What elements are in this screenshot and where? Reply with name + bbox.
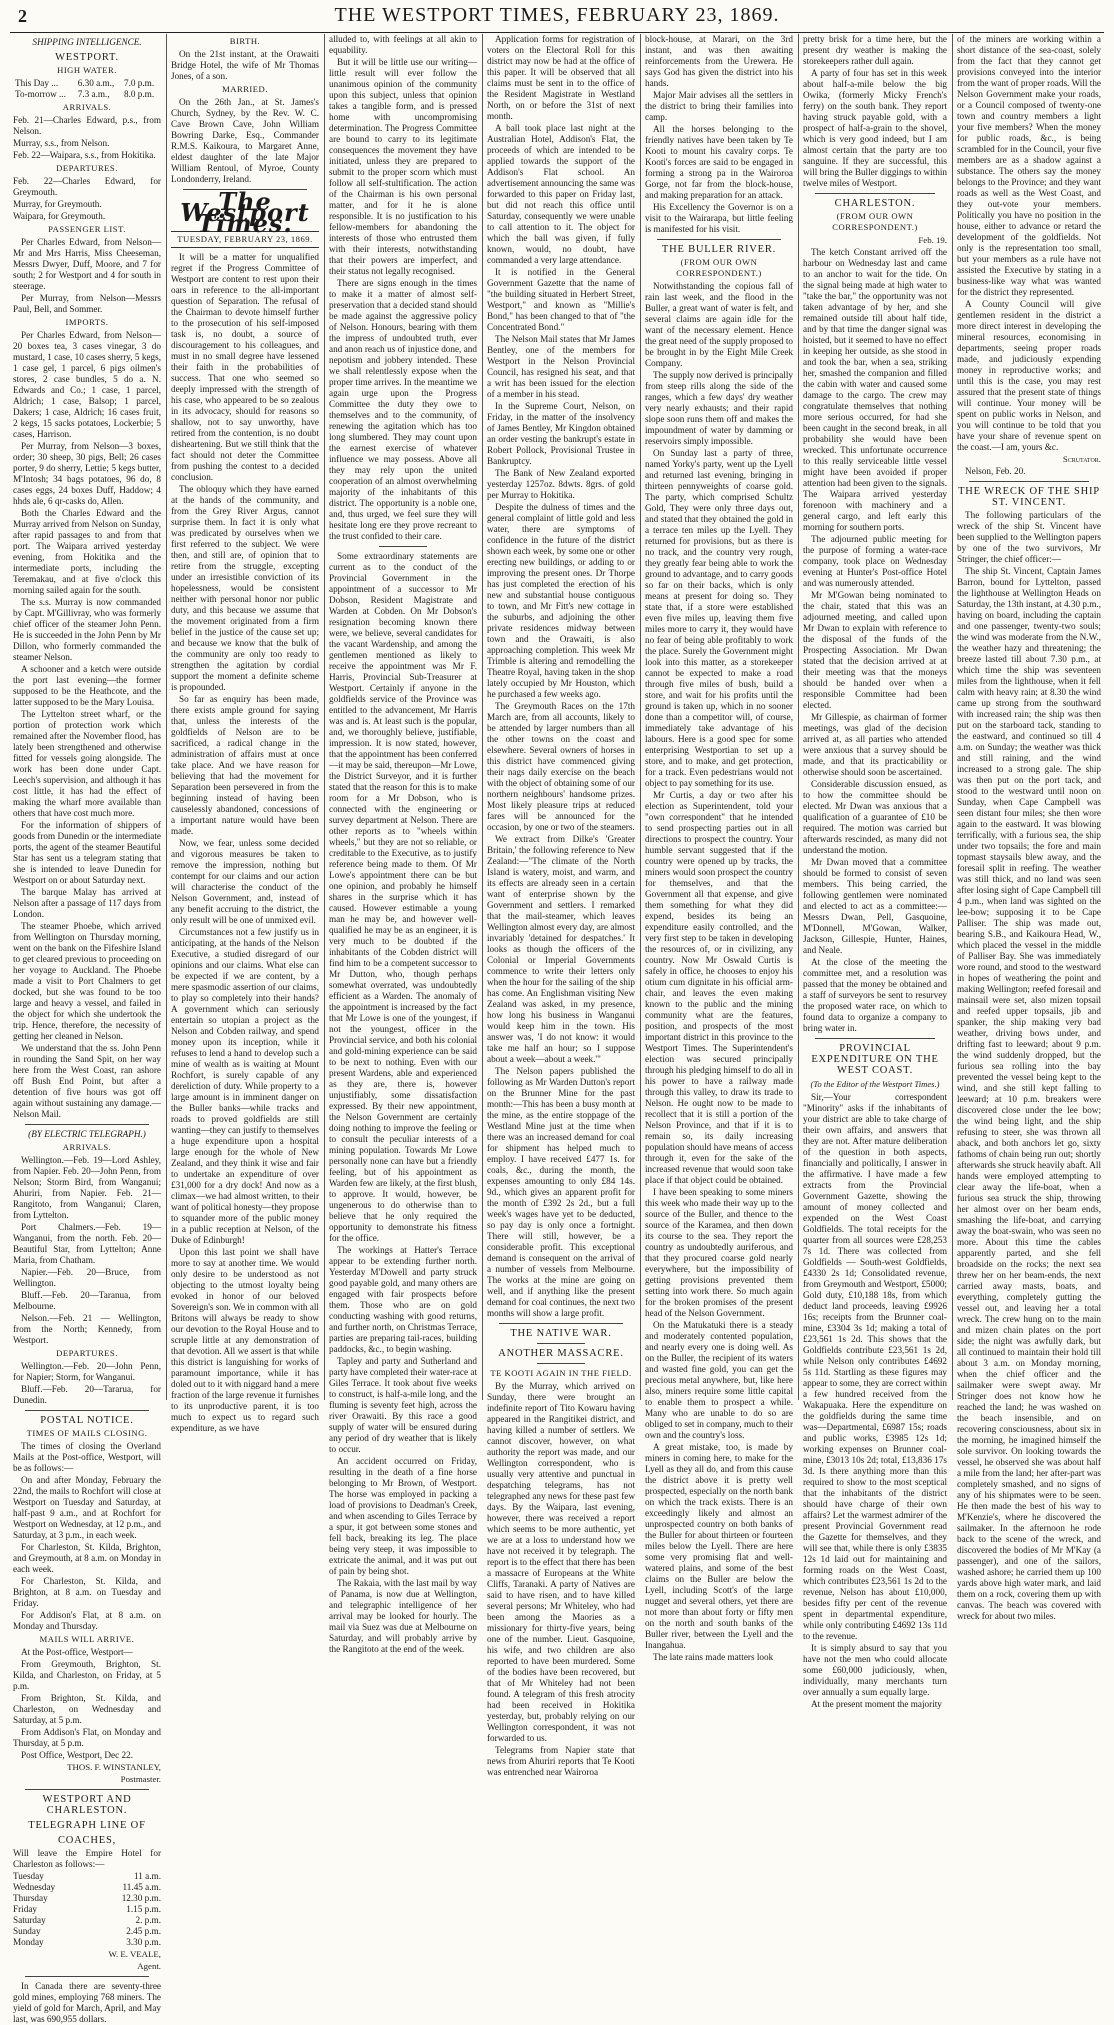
news-paragraph: Tapley and party and Sutherland and party have completed their water-race at Giles Terrace. It took about five weeks to construct, is half-a-mile long, and the fluming is seventy feet high, across the river Orawaiti. By this race a good supply of water will be ensured during any period of dry weather that is likely to occur. [329, 1356, 478, 1454]
wreck-paragraph: The ship St. Vincent, Captain James Barron, bound for Lyttelton, passed the lighthouse at Wellington Heads on Saturday, the 13th instant, at 4.30 p.m., having on board, including the captain and one passenger, twenty-two souls; the wind was moderate from the N.W., the weather hazy and threatening; the breeze lasted till about 7.30 p.m., at which time the ship was seventeen miles from the lighthouse, when it fell calm with heavy rain; at 8.30 the wind came up strong from the southward with increased rain; the ship was then put on the starboard tack, standing to the eastward, and continued so till 4 a.m. on Sunday; the weather was thick and still raining, and the wind increased to a strong gale. The ship was then put on the port tack, and stood to the westward until noon on Sunday, when Cape Campbell was seen distant four miles; she then wore again to the eastward. It was blowing terrifically, with a furious sea, the ship under two topsails; the fore and main topmast staysails blew away, and the foresail split in reefing. The weather was still thick, and no land was seen after losing sight of Cape Campbell till 4 p.m., when land was sighted on the lee-bow; supposing it to be Cape Palliser. The ship was made out, bearing S.B., and Kaikoura Head, W., which placed the vessel in the middle of Palliser Bay. She was immediately wore round, and stood to the westward in hopes of weathering the point and making Wellington; reefed foresail and mainsail were set, also mizen topsail and reefed upper topsails, jib and spanker, the ship making very bad weather, driving bows under, and drifting fast to leeward; about 9 p.m. the wind suddenly dropped, but the furious sea rolling into the bay prevented the vessel being kept to the wind, and she still kept falling to leeward; at 10 p.m. breakers were discovered close under the lee bow; the wind being light, and the ship refusing to steer, she was thrown all aback, and both anchors let go, sixty fathoms of chain being run out; shortly afterwards she struck heavily abaft. All hands were employed attempting to clear away the life-boat, when a furious sea struck the ship, throwing her almost over on her beam ends, smashing the life-boat, and carrying away the boat-swain, who was seen no more. About this time the cables apparently parted, and she fell broadside on the rocks; the next sea threw her on her beam-ends, the next carried away masts, boats, and everything, completely gutting the vessel out, and leaving her a total wreck. The crew hung on to the main and mizen chain plates on the port side; the night was awfully dark, but all continued to maintain their hold till about 3 a.m. on Monday morning, when the chief officer and the sailmaker were swept away. Mr Stringer does not know how he reached the land; he was washed on the beach insensible, and on recovering consciousness, about six in the morning, he imagined himself the sole survivor. On looking towards the vessel, he observed she was about half a mile from the land; her after-part was completely smashed, and no signs of any of his shipmates were to be seen. He then made the best of his way to M'Kenzie's, where he discovered the sailmaker. In the afternoon he rode back to the scene of the wreck, and discovered the bodies of Mr M'Kay (a passenger), and one of the sailors, washed ashore; he carried them up 100 yards above high water mark, and laid them on a rock, covering them up with canvas. The beach was covered with wreck for about two miles. [957, 566, 1101, 1621]
place-westport: WESTPORT. [55, 52, 119, 63]
charleston-paragraph: Mr Gillespie, as chairman of former meetings, was glad of the decision arrived at, as all parties who attended were anxious that a survey should be made, and that its practicability or otherwise should soon be ascertained. [803, 712, 947, 777]
page-number: 2 [18, 6, 27, 26]
tel-arrivals-heading: ARRIVALS. [62, 1142, 112, 1152]
passenger-paragraph: Per Murray, from Nelson—Messrs Paul, Bell, and Sommer. [13, 293, 161, 314]
news-paragraph: The workings at Hatter's Terrace appear to be extending further north. Yesterday M'Dowell and party struck good payable gold, and many others are engaged with fair prospects before them. Those who are on gold conducting washing with good returns, and further north, on Christmas Terrace, parties are preparing tail-races, building paddocks, &c., to begin washing. [329, 1245, 477, 1354]
buller-paragraph: pretty brisk for a time here, but the present dry weather is making the storekeepers rather dull again. [803, 34, 947, 66]
birth-notice: On the 21st instant, at the Orawaiti Bridge Hotel, the wife of Mr Thomas Jones, of a son. [171, 49, 319, 81]
departures-heading: DEPARTURES. [56, 163, 118, 173]
war-paragraph: His Excellency the Governor is on a visit to the Wairarapa, but little feeling is manifested for his visit. [645, 202, 793, 234]
postal-paragraph: On and after Monday, February the 22nd, the mails to Rochfort will close at Westport on Tuesday and Saturday, at half-past 9 a.m., and at Rochfort for Westport on Wednesday, at 12 p.m., and Saturday, at 3 p.m., in each week. [13, 1475, 161, 1540]
coach-timetable [13, 1871, 161, 1948]
coach-time: 2.45 p.m. [126, 1926, 161, 1936]
mails-subheading: MAILS WILL ARRIVE. [39, 1634, 135, 1644]
column-1 [10, 34, 164, 2024]
buller-paragraph: A party of four has set in this week about half-a-mile below the big Owika, (formerly Micky French's ferry) on the south bank. They report having struck payable gold, with a prospect of half-a-grain to the shovel, which is very good indeed, but I am almost certain that the party are too sanguine. If they are successful, this will bring the Buller diggings to within twelve miles of Westport. [803, 68, 947, 188]
table-cell: 6.30 a.m., [77, 78, 115, 88]
arrival-item: Murray, s.s., from Nelson. [13, 138, 110, 148]
divider [25, 1410, 149, 1411]
passenger-paragraph: Per Charles Edward, from Nelson—Mr and Mrs Harris, Miss Cheeseman, Messrs Dwyer, Duff, Moore, and 7 for south; 2 for Westport and 4 for south in steerage. [13, 237, 161, 291]
column-rule [324, 34, 325, 1400]
divider [25, 1789, 149, 1790]
column-rule [166, 34, 167, 1400]
charleston-paragraph: The ketch Constant arrived off the harbour on Wednesday last and came to an anchor to wait for the tide. On the signal being made at high water to "take the bar," the opportunity was not taken advantage of by her, and she remained outside till about half tide, and by that time the danger signal was hoisted, but it seemed to have no effect in keeping her outside, as she stood in and took the bar, when a sea, striking her, smashed the companion and filled the cabin with water and caused some damage to the cargo. The crew may congratulate themselves that nothing more serious occurred, for had she been caught in the second break, in all probability she would have been wrecked. This unfortunate occurrence to this really serviceable little vessel might have been avoided if proper attention had been given to the signals. The Waipara arrived yesterday forenoon with machinery and a general cargo, and left early this morning for southern ports. [803, 247, 947, 532]
table-row [13, 1871, 161, 1882]
postal-paragraph: For Charleston, St. Kilda, and Brighton, at 8 a.m. on Tuesday and Friday. [13, 1576, 161, 1608]
divider [969, 481, 1089, 482]
war-paragraph: block-house, at Marari, on the 3rd instant, and was then awaiting reinforcements from the Urewera. He says God has given the district into his hands. [645, 34, 793, 88]
news-paragraph: The Lyttelton street wharf, or the portion of protection work which remained after the November flood, has lately been strengthened and otherwise fitted for vessels going alongside. The work has been done under Capt. Leech's supervision, and although it has cost little, it has had the effect of making the wharf more available than others that have cost much more. [13, 709, 161, 818]
divider [25, 1124, 149, 1125]
departure-item: Murray, for Greymouth. [13, 199, 102, 209]
news-paragraph: A schooner and a ketch were outside the port last evening—the former supposed to be the Heathcote, and the latter supposed to be the Mary Louisa. [13, 664, 161, 707]
news-paragraph: We understand that the ss. John Penn in rounding the Sand Spit, on her way here from the West Coast, ran ashore off Bush End Point, but after a detention of five hours was got off again without sustaining any damage.—Nelson Mail. [13, 1043, 161, 1119]
telegraph-heading: (BY ELECTRIC TELEGRAPH.) [28, 1129, 146, 1139]
charleston-date: Feb. 19. [918, 235, 947, 245]
coach-intro: Will leave the Empire Hotel for Charleston as follows:— [13, 1848, 161, 1869]
news-paragraph: For the information of shippers of goods from Dunedin or the intermediate ports, the agent of the steamer Beautiful Star has sent us a telegram stating that she is intended to leave Dunedin for Westport on or about Saturday next. [13, 820, 161, 885]
charleston-paragraph: Mr M'Gowan being nominated to the chair, stated that this was an adjourned meeting, and called upon Mr Dwan to explain with reference to the disposal of the funds of the Prospecting Association. Mr Dwan stated that the decision arrived at at their meeting was that the moneys should be handed over when a responsible Committee had been elected. [803, 590, 947, 710]
married-notice: On the 26th Jan., at St. James's Church, Sydney, by the Rev. W. C. Cave Brown Cave, John William Bowring Darke, Esq., Commander R.M.S. Kaikoura, to Margaret Anne, eldest daughter of the late Major William Rentoul, of Myroe, County Londonderry, Ireland. [171, 97, 319, 184]
coach-day: Wednesday [13, 1882, 56, 1892]
table-cell: To-morrow ... [15, 89, 66, 99]
divider [537, 1343, 585, 1344]
table-row [13, 1904, 161, 1915]
coach-day: Tuesday [13, 1871, 44, 1881]
coach-day: Sunday [13, 1926, 41, 1936]
provincial-subheading: (To the Editor of the Westport Times.) [810, 1079, 940, 1089]
divider [537, 1363, 585, 1364]
te-kooti-heading: TE KOOTI AGAIN IN THE FIELD. [490, 1368, 632, 1378]
news-paragraph: Some extraordinary statements are current as to the conduct of the Provincial Government in the appointment of a successor to Mr Dobson, Resident Magistrate and Warden at Cobden. On Mr Dobson's resignation becoming known there were, we believe, several candidates for the vacant Wardenship, and among the gentlemen mentioned as likely to receive the appointment was Mr F. Harris, Provincial Sub-Treasurer at Westport. Certainly if anyone in the goldfields service of the Province was entitled to the advancement, Mr Harris was and is. At least such is the popular, and, we thoroughly believe, justifiable, impression. It is now stated, however, that the appointment has been conferred—it may be said, thereupon—Mr Lowe, the District Surveyor, and it is further stated that the reason for this is to make room for a Mr Dobson, who is connected with the engineering or survey department at Nelson. There are other reports as to "wheels within wheels," but they are not so reliable, or creditable to the Executive, as to justify reference being made to them. Of Mr Lowe's appointment there can be but one opinion, and probably he himself shares in the surprise which it has caused. However estimable a young man he may be, and however well-qualified he may be as an engineer, it is very much to be doubted if the inhabitants of the Cobden district will find him to be a competent successor to Mr Dutton, who, though perhaps somewhat overrated, was undoubtedly efficient as a Warden. The anomaly of the appointment is increased by the fact that Mr Lowe is one of the youngest, if not the youngest, officer in the Provincial service, and both his colonial and gold-mining experience can be said to be next to nothing. Even with our present Wardens, able and experienced as they are, there is, however unjustifiably, some dissatisfaction expressed. By their new appointment, the Nelson Government are certainly doing nothing to improve the feeling or to consult the peculiar interests of a mining population. Towards Mr Lowe personally none can have but a friendly feeling, but of his appointment as Warden few are likely, at the first blush, to approve. It would, however, be ungenerous to do otherwise than to believe that he only required the opportunity to demonstrate his fitness for the office. [329, 551, 477, 1243]
column-5 [642, 34, 796, 1662]
divider [499, 1323, 623, 1324]
news-paragraph: The barque Malay has arrived at Nelson after a passage of 117 days from London. [13, 887, 161, 919]
mails-paragraph: From Addison's Flat, on Monday and Thursday, at 5 p.m. [13, 1727, 161, 1748]
table-row [13, 78, 161, 89]
coach-time: 2. p.m. [135, 1915, 161, 1925]
imports-heading: IMPORTS. [65, 317, 109, 327]
news-paragraph: The steamer Phoebe, which arrived from Wellington on Thursday morning, went on the bank on the Fifeshire Island to get cleared previous to proceeding on her voyage to Auckland. The Phoebe made a visit to Port Chalmers to get docked, but she was found to be too large and heavy a vessel, and failed in the object for which she undertook the trip. Hence, therefore, the necessity of getting her cleaned in Nelson. [13, 921, 161, 1041]
coach-time: 11 a.m. [134, 1871, 161, 1881]
footer-paragraph: In Canada there are seventy-three gold mines, employing 768 miners. The yield of gold for March, April, and May last, was 690,955 dollars. [13, 1981, 161, 2024]
postal-paragraph: The times of closing the Overland Mails at the Post-office, Westport, will be as follows:— [13, 1441, 161, 1473]
mails-paragraph: At the Post-office, Westport— [21, 1647, 133, 1657]
wreck-paragraph: The following particulars of the wreck of the ship St. Vincent have been supplied to the Wellington papers by one of the two survivors, Mr Stringer, the chief officer:— [957, 510, 1101, 564]
tel-arrival-item: Wellington.—Feb. 19—Lord Ashley, from Napier. Feb. 20—John Penn, from Nelson; Storm Bird, from Wanganui; Ahuriri, from Napier. Feb. 21—Rangitoto, from Wanganui; Claren, from Lyttelton. [13, 1155, 161, 1220]
column-4 [484, 34, 638, 1777]
postal-paragraph: For Addison's Flat, at 8 a.m. on Monday and Thursday. [13, 1610, 161, 1631]
table-row [13, 1893, 161, 1904]
high-water-table [13, 78, 161, 100]
divider [379, 546, 427, 547]
coach-subtitle: TELEGRAPH LINE OF [28, 1820, 146, 1831]
departure-item: Feb. 22—Charles Edward, for Greymouth. [13, 176, 161, 197]
column-6 [800, 34, 950, 1709]
buller-paragraph: The supply now derived is principally from steep rills along the side of the ranges, which a few days' dry weather very nearly exhausts; and their rapid slope soon runs them off and makes the impoundment of water by damming or reservoirs simply impossible. [645, 370, 793, 446]
tel-arrival-item: Nelson.—Feb. 21 — Wellington, from the North; Kennedy, from Westport. [13, 1313, 161, 1345]
charleston-paragraph: At the close of the meeting the committee met, and a resolution was passed that the money be obtained and a staff of surveyors be sent to resurvey the proposed water race, on which to found data to organize a company to bring water in. [803, 957, 947, 1033]
divider [657, 239, 781, 240]
column-3 [326, 34, 480, 1654]
provincial-paragraph: of the miners are working within a short distance of the sea-coast, solely from the fact that they cannot get provisions conveyed into the interior from the want of proper roads. Will the Nelson Government make your roads, or a Council composed of twenty-one town and country members a light your five members? When the money for public roads, &c., is being scrambled for in the Council, your five members are as a shadow against a substance. The others say the money belongs to the Province; and they want roads as well as the West Coast, and they out-vote your members. Politically you have no position in the house, either to advance or retard the development of the goldfields. Not only is the representation too small, but your members as a rule have not assisted the Executive by stating in a business-like way what was wanted for the district they represented. [957, 34, 1101, 297]
mails-paragraph: Post Office, Westport, Dec 22. [21, 1750, 133, 1760]
editorial-paragraph: But it will be little use our writing—little result will ever follow the unanimous opinion of the community upon this subject, unless that opinion takes a tangible form, and is pressed home with uncompromising determination. The Progress Committee are bound to carry to its legitimate consequences the movement they have initiated, unless they are prepared to submit to the proper scorn which must follow all self-stultification. The action of the Chairman is his own personal matter, and for it he is alone responsible. It is no justification to his fellow-members for abandoning the interests of those who entrusted them with their interests, notwithstanding that their powers are imperfect, and their status not legally recognised. [329, 57, 477, 276]
paper-name: The Westport Times. [180, 187, 310, 238]
table-cell: This Day ... [15, 78, 59, 88]
charleston-paragraph: Considerable discussion ensued, as to how the committee should be elected. Mr Dwan was anxious that a qualification of a guarantee of £10 be required. The motion was carried but afterwards rescinded, as many did not understand the motion. [803, 779, 947, 855]
coach-subtitle-2: COACHES, [57, 1835, 117, 1846]
coach-time: 11.45 a.m. [122, 1882, 161, 1892]
news-paragraph: Application forms for registration of voters on the Electoral Roll for this district may now be had at the office of this paper. It will be observed that all claims must be sent in to the office of the Resident Magistrate in Westland North, on or before the 31st of next month. [487, 34, 635, 121]
buller-paragraph: The late rains made matters look [653, 1652, 774, 1662]
buller-paragraph: On the Matukatuki there is a steady and moderately contented population, and nearly every one is doing well. As on the Buller, the recipient of its waters and wasted fine gold, you can get the precious metal anywhere, but, like here also, miners require some little capital to enable them to prospect a while. Many who are unable to do so are obliged to set in company, much to their own and the country's loss. [645, 1320, 793, 1440]
provincial-paragraph: It is simply absurd to say that you have not the men who could allocate some £60,000 judiciously, when, individually, many merchants turn over annually a sum equally large. [803, 1643, 947, 1697]
editorial-paragraph: Upon this last point we shall have more to say at another time. We would only desire to be understood as not objecting to the utmost loyalty being evoked in honor of our beloved Sovereign's son. We in common with all Britons will always be ready to show our devotion to the Royal House and to scruple little at any demonstration of that devotion. All we assert is that while this district is languishing for works of paramount importance, while it has doled out to it with niggard hand a mere fraction of the large revenue it furnishes to its unproductive parent, it is too much to expect us to regard such expenditure, as we have [171, 1247, 319, 1433]
table-row [13, 1915, 161, 1926]
news-paragraph: A ball took place last night at the Australian Hotel, Addison's Flat, the proceeds of which are intended to be applied towards the support of the Addison's Flat school. An advertisement announcing the same was forwarded to this paper on Friday last, but did not reach this office until Saturday, consequently we were unable to call attention to it. The object for which the ball was given, if fully known, would, no doubt, have commanded a very large attendance. [487, 123, 635, 265]
tel-arrival-item: Port Chalmers.—Feb. 19—Wanganui, from the north. Feb. 20—Beautiful Star, from Lyttelton; Anne Maria, from Chatham. [13, 1222, 161, 1265]
wreck-heading: THE WRECK OF THE SHIP ST. VINCENT. [958, 486, 1100, 508]
news-paragraph: Both the Charles Edward and the Murray arrived from Nelson on Sunday, after rapid passages to and from that port. The Waipara arrived yesterday evening, from Hokitika and the intermediate ports, including the Teremakau, and at five o'clock this morning sailed again for the south. [13, 508, 161, 595]
postal-signature-title: Postmaster. [120, 1774, 161, 1784]
letter-signature: Scrutator. [1062, 454, 1101, 464]
buller-paragraph: A great mistake, too, is made by miners in coming here, to make for the Lyell as they all do, and from this cause the district above it is pretty well prospected, especially on the north bank on which the track exists. There is an exceedingly likely and almost an unprospected country on both banks of the Buller for about thirteen or fourteen miles below the Lyell. There are here some very promising flat and well-watered plains, and some of the best claims on the Buller are below the Lyell, including Scott's of the large nugget and several others, yet there are not more than about forty or fifty men on the north and south banks of the Buller river, between the Lyell and the Inangahua. [645, 1442, 793, 1650]
news-paragraph: In the Supreme Court, Nelson, on Friday, in the matter of the insolvency of James Bentley, Mr Kingdon obtained an order vesting the bankrupt's estate in Robert Pollock, Provisional Trustee in Bankruptcy. [487, 401, 635, 466]
arrival-item: Feb. 22—Waipara, s.s., from Hokitika. [13, 150, 156, 160]
coach-day: Saturday [13, 1915, 46, 1925]
postal-notice-heading: POSTAL NOTICE. [40, 1415, 134, 1426]
arrival-item: Feb. 21—Charles Edward, p.s., from Nelson. [13, 115, 161, 136]
news-paragraph: We extract from Dilke's 'Greater Britain,' the following reference to New Zealand:—"The climate of the North Island is watery, moist, and warm, and its effects are already seen in a certain want of enterprise shown by the Government and settlers. I remarked that the mail-steamer, which leaves Wellington almost every day, are almost invariably 'detained for despatches.' It looks as though the officers of the Colonial or Imperial Governments commence to write their letters only when the hour for the sailing of the ship has come. An Englishman visiting New Zealand was asked, in my presence, how long his business in Wanganui would keep him in the town. His answer was, 'I do not know: it would take me half an hour; so I suppose about a week—about a week.'" [487, 834, 635, 1064]
charleston-correspondent: (FROM OUR OWN CORRESPONDENT.) [832, 211, 918, 232]
divider [815, 1038, 935, 1039]
departure-item: Waipara, for Greymouth. [13, 211, 106, 221]
coach-day: Thursday [13, 1893, 48, 1903]
buller-river-heading: THE BULLER RIVER. [661, 244, 777, 255]
tel-arrival-item: Bluff.—Feb. 20—Taranua, from Melbourne. [13, 1290, 161, 1311]
tel-arrival-item: Napier.—Feb. 20—Bruce, from Wellington. [13, 1267, 161, 1288]
divider [815, 193, 935, 194]
table-cell: 7.3 a.m., [77, 89, 110, 99]
table-row [13, 1926, 161, 1937]
table-row [13, 1882, 161, 1893]
coach-time: 1.15 p.m. [126, 1904, 161, 1914]
tel-departure-item: Bluff.—Feb. 20—Tararua, for Dunedin. [13, 1384, 161, 1405]
tel-departure-item: Wellington.—Feb. 20—John Penn, for Napier; Storm, for Wanganui. [13, 1361, 161, 1382]
letter-place-date: Nelson, Feb. 20. [965, 466, 1026, 476]
massacre-heading: ANOTHER MASSACRE. [498, 1348, 624, 1359]
news-paragraph: Despite the dulness of times and the general complaint of little gold and less water, there are symptoms of confidence in the future of the district shown each week, by some one or other erecting new buildings, or adding to or improving the present ones. Dr Thorpe has just completed the erection of his new and substantial house contiguous to town, and Mr Fitt's new cottage in the suburbs, and adjoining the other private residences midway between town and the Orawaiti, is also approaching completion. This week Mr Trimble is altering and remodelling the Theatre Royal, having taken in the shop lately occupied by Mr Houston, which he purchased a few weeks ago. [487, 502, 635, 699]
war-paragraph: All the horses belonging to the friendly natives have been taken by Te Kooti to mount his cavalry corps. Te Kooti's forces are said to be engaged in forming a strong pa in the Wairoroa Gorge, not far from the block-house, and making preparation for an attack. [645, 124, 793, 200]
editorial-paragraph: There are signs enough in the times to make it a matter of almost self-preservation that a decided stand should be made against the aggressive policy of Nelson. Honours, bearing with them the impress of undoubted truth, ever and anon reach us of injustice done, and nepotism and jobbery intended. These we shall relentlessly expose when the proper time arrives. In the meantime we again urge upon the Progress Committee the duty they owe to themselves and to the community, of renewing the agitation which has too long slumbered. They may count upon the earnest exercise of whatever influence we may possess. Above all they may rely upon the united cooperation of an almost overwhelming majority of the inhabitants of this district. The opportunity is a noble one, and, thus urged, we feel sure they will hesitate long ere they prove recreant to the trust confided to their care. [329, 278, 477, 541]
war-paragraph: Major Mair advises all the settlers in the district to bring their families into camp. [645, 90, 793, 122]
coach-signature: W. E. VEALE, [108, 1949, 161, 1959]
postal-subheading: TIMES OF MAILS CLOSING. [26, 1428, 148, 1438]
column-rule [640, 34, 641, 1400]
column-rule [482, 34, 483, 1400]
news-paragraph: The Rakaia, with the last mail by way of Panama, is now due at Wellington, and telegraphic intelligence of her arrival may be looked for hourly. The mail via Suez was due at Melbourne on Saturday, and will probably arrive by the Rangitoto at the end of the week. [329, 1578, 477, 1654]
coach-time: 12.30 p.m. [121, 1893, 161, 1903]
buller-paragraph: On Sunday last a party of three, named Yorky's party, went up the Lyell and returned last evening, bringing in thirteen pennyweights of coarse gold. The party, which comprised Schultz Gold, They were only three days out, and stated that they obtained the gold in a terrace ten miles up the Lyell. They returned for provisions, but as there is no track, and the country very rough, they greatly fear being able to work the ground to advantage, and to carry goods so far on their backs, which is only means at present for doing so. They state that, if a store were established even five miles up, leaving them five miles more to carry it, they would have no fear of being able profitably to work the place. Surely the Government might look into this matter, as a storekeeper cannot be expected to make a road through five miles of bush, build a store, and wait for his profits until the ground is taken up, which in no sooner done than a competitor will, of course, immediately take advantage of his labours. Here is a good spec for some enterprising Westportian to set up a store, and to make, and get protection, for a track. Even pedestrians would not object to pay something for its use. [645, 448, 793, 788]
editorial-dateline: TUESDAY, FEBRUARY 23, 1869. [171, 231, 319, 248]
buller-paragraph: I have been speaking to some miners this week who made their way up to the source of the Buller, and thence to the source of the Karamea, and then down its course to the sea. They report the country as undoubtedly auriferous, and that they procured coarse gold nearly everywhere, but the impossibility of getting provisions prevented them setting into work there. So much again for the broken promises of the present head of the Nelson Government. [645, 1187, 793, 1318]
buller-paragraph: Mr Curtis, a day or two after his election as Superintendent, told your "own correspondent" that he intended to send prospecting parties out in all directions to prospect the country. Your humble servant suggested that if the country were opened up by tracks, the miners would soon prospect the country for themselves, and that the Government all that expense, and give them something for what they did expend, besides its being an expenditure easily controlled, and the very first step to be taken in developing the resources of, or in civilizing, any country. Now Mr Oswald Curtis is safely in office, he chooses to enjoy his otium cum dignitate in his official arm-chair, and leaves the even making known to the public and the mining community what are the features, position, and prospects of the most important district in this province to the Westport Times. The Superintendent's election was secured principally through his pledging himself to do all in his power to have a railway made through this valley, to draw its trade to Nelson. He ought now to be made to recollect that it is still a portion of the Nelson Province, and that if it is to remain so, its daily increasing population should have means of access through it, even for the sake of the increased revenue that would soon take place if that object could be obtained. [645, 790, 793, 1185]
provincial-heading: PROVINCIAL EXPENDITURE ON THE WEST COAST. [811, 1043, 939, 1076]
editorial-paragraph: Now, we fear, unless some decided and vigorous measures be taken to remove the impression, nothing but contempt for our claims and our action will characterise the conduct of the Nelson Government, and, instead of any benefit accruing to the district, the only result will be one of unmixed evil. [171, 838, 319, 925]
column-rule [952, 34, 953, 1400]
arrivals-heading: ARRIVALS. [62, 102, 112, 112]
charleston-heading: CHARLESTON. [834, 198, 916, 209]
editorial-paragraph: It will be a matter for unqualified regret if the Progress Committee of Westport are content to rest upon their oars in reference to the all-important question of Separation. The refusal of the Chairman to devote himself further to the prosecution of his self-imposed task is, no doubt, a source of discouragement to his colleagues, and must in no small degree have lessened their faith in the probabilities of success. That one who seemed so deeply impressed with the strength of his case, who appeared to be so zealous in its advocacy, should for reasons so shallow, not to say unworthy, have retired from the contention, is no doubt disheartening. But we still think that the fact should not deter the Committee from pushing the contest to a decided conclusion. [171, 252, 319, 482]
charleston-paragraph: The adjourned public meeting for the purpose of forming a water-race company, took place on Wednesday evening at Hunter's Post-office Hotel and was numerously attended. [803, 534, 947, 588]
table-cell: 7.0 p.m. [124, 78, 155, 88]
mails-paragraph: From Greymouth, Brighton, St. Kilda, and Charleston, on Friday, at 5 p.m. [13, 1659, 161, 1691]
divider [25, 1976, 149, 1977]
war-paragraph: Telegrams from Napier state that news from Ahuriri reports that Te Kooti was entrenched near Wairoroa [487, 1745, 635, 1777]
postal-paragraph: For Charleston, St. Kilda, Brighton, and Greymouth, at 8 a.m. on Monday in each week. [13, 1542, 161, 1574]
news-paragraph: An accident occurred on Friday, resulting in the death of a fine horse belonging to Mr Brown, of Westport. The horse was employed in packing a load of provisions to Deadman's Creek, and when ascending to Giles Terrace by a spur, it got between some stones and fell back, breaking its leg. The place being very steep, it was impossible to extricate the animal, and it was put out of pain by being shot. [329, 1456, 477, 1576]
high-water-heading: HIGH WATER. [57, 65, 117, 75]
buller-correspondent: (FROM OUR OWN CORRESPONDENT.) [676, 257, 762, 278]
editorial-paragraph: alluded to, with feelings at all akin to equability. [329, 34, 477, 55]
editorial-paragraph: The obloquy which they have earned at the hands of the community, and from the Grey River Argus, cannot surprise them. In fact it is only what was predicated by ourselves when we first referred to the subject. We were then, and still are, of opinion that to retire from the struggle, excepting under an irresistible conviction of its hopelessness, would be consistent neither with personal honor nor public duty, and this because we assume that the movement originated from a firm belief in the justice of the cause set up; and because we know that the bulk of the community are only too ready to strengthen the agitation by cordial support the moment a definite scheme is propounded. [171, 484, 319, 692]
provincial-paragraph: Sir,—Your correspondent "Minority" asks if the inhabitants of your district are able to take charge of their own affairs, and answers that they are not. After mature deliberation of the question in both aspects, financially and politically, I answer in the affirmative. I have made a few extracts from the Provincial Government Gazette, showing the amount of money collected and expended on the West Coast Goldfields. The total receipts for the quarter from all sources were £28,253 7s 1d. There was collected from Goldfields — South-west Goldfields, £4330 2s 1d; Consolidated revenue, from Greymouth and Westport, £5000; Gold duty, £10,188 18s, from which deduct land proceeds, leaving £9926 16s; receipts from the Brunner coal-mine, £3304 3s 1d; making a total of £23,561 1s 2d. This shows that the Goldfields contribute £23,561 1s 2d, while Nelson only contributes £4692 5s 11d. Startling as these figures may appear to some, they are correct within a few hundred received from the Wakapuaka. Here the expenditure on the goldfields during the same time was—Departmental, £6987 15s; roads and public works, £3985 12s 1d; working expenses on Brunner coal-mine, £3013 10s 2d; total, £13,836 17s 3d. Is there anything more than this required to show to the most sceptical that the inhabitants of the district should have charge of their own affairs? Let the warmest admirer of the present Provincial Government read the Gazette for themselves, and they will see that, while there is only £3835 12s 1d laid out for maintaining and forming roads on the West Coast, which contributes £23,561 1s 2d to the revenue, Nelson has about £10,000, besides fifty per cent of the revenue spent in departmental expenditure, while only contributing £4692 13s 11d to the revenue. [803, 1092, 947, 1641]
editorial-paragraph: Circumstances not a few justify us in anticipating, at the hands of the Nelson Executive, a studied disregard of our opinions and our claims. What else can be expected if we are content, by a mere spasmodic assertion of our claims, to play so completely into their hands? A government which can seriously entertain so utopian a project as the Nelson and Cobden railway, and spend money upon its inception, while it refuses to lend a hand to develop such a mine of wealth as is waiting at Mount Rochfort, is surely capable of any dereliction of duty. While property to a large amount is in imminent danger on the Buller banks—while tracks and roads to proved goldfields are still wanting—they can justify to themselves a huge expenditure upon a hospital large enough for the whole of New Zealand, and they think it wise and fair to undertake an expenditure of over £31,000 for a dry dock! And now as a climax—we had almost written, to their want of political honesty—they propose to squander more of the public money in a public reception at Nelson, of the Duke of Edinburgh! [171, 927, 319, 1245]
column-rule [798, 34, 799, 1400]
masthead [10, 2, 1104, 33]
imports-paragraph: Per Murray, from Nelson—3 boxes, order; 30 sheep, 30 pigs, Bell; 26 cases porter, 9 do sherry, Lettie; 5 kegs butter, M'Intosh; 34 bags potatoes, 96 do, 8 cases eggs, 24 boxes Duff, Haddow; 4 hhds ale, 6 qr-casks do, Allen. [13, 441, 161, 506]
masthead-title: THE WESTPORT TIMES, FEBRUARY 23, 1869. [334, 4, 780, 26]
buller-paragraph: Notwithstanding the copious fall of rain last week, and the flood in the Buller, a great want of water is felt, and several claims are again idle for the want of the necessary element. Hence the great need of the supply proposed to be brought in by the Eight Mile Creek Company. [645, 281, 793, 368]
war-paragraph: By the Murray, which arrived on Sunday, there were brought an indefinite report of Tito Kowaru having appeared in the Rangitikei district, and having killed a number of settlers. We cannot discover, however, on what authority the report was made, and our Wellington correspondent, who is usually very attentive and punctual in despatching telegrams, has not telegraphed any news for these past few days. By the Waipara, last evening, however, there was received a report which seems to be more authentic, yet we are at a loss to understand how we have not received it by telegraph. The report is to the effect that there has been a massacre of Europeans at the White Cliffs, Taranaki. A party of Natives are said to have risen, and to have killed several persons; Mr Whiteley, who had been among the Maories as a missionary for thirty-five years, being one of the number. Lieut. Gasquoine, his wife, and two children are also reported to have been murdered. Some of the bodies have been recovered, but that of Mr Whiteley had not been found. A telegram of this fresh atrocity had been received in Hokitika yesterday, but, probably relying on our Wellington correspondent, it was not forwarded to us. [487, 1381, 635, 1743]
coach-time: 3.30 p.m. [126, 1937, 161, 1947]
coach-day: Monday [13, 1937, 44, 1947]
coach-signature-title: Agent. [137, 1961, 161, 1971]
provincial-paragraph: A County Council will give gentlemen resident in the district a more direct interest in developing the mineral resources, economising in departments, seeing proper roads made, and judiciously expending money in reproductive works; and until this is the case, you may rest assured that the present state of things will continue. Your money will be spent on public works in Nelson, and you will continue to be told that you have your share of revenue spent on the coast.—I am, yours &c. [957, 299, 1101, 452]
coach-title: WESTPORT AND CHARLESTON. [42, 1794, 132, 1816]
news-paragraph: It is notified in the General Government Gazette that the name of "the building situated in Herbert Street, Westport," and known as "Millie's Bond," has been changed to that of "the Concentrated Bond." [487, 267, 635, 332]
coach-day: Friday [13, 1904, 37, 1914]
postal-signature: THOS. F. WINSTANLEY, [67, 1762, 161, 1772]
charleston-paragraph: Mr Dwan moved that a committee should be formed to consist of seven members. This being carried, the following gentlemen were nominated and elected to act as a committee:—Messrs Dwan, Pell, Gasquoine, M'Donnell, M'Gowan, Walker, Jackson, Gillespie, Hunter, Haines, and Neale. [803, 857, 947, 955]
columns [10, 34, 1104, 2024]
column-2 [168, 34, 322, 1433]
native-war-heading: THE NATIVE WAR. [510, 1328, 612, 1339]
mails-paragraph: From Brighton, St. Kilda, and Charleston, on Wednesday and Saturday, at 5 p.m. [13, 1693, 161, 1725]
imports-paragraph: Per Charles Edward, from Nelson—20 boxes tea, 3 cases vinegar, 3 do mustard, 1 case, 10 cases sherry, 5 kegs, 1 case gel, 1 parcel, 6 pigs oilmen's stores, 2 case bundles, 5 do a. N. Edwards and Co.; 1 case, 1 parcel, Aldrich; 1 case, Balsop; 1 parcel, Dakers; 1 case, Aldrich; 16 cases fruit, 2 kegs, 15 sacks potatoes, Lockerbie; 5 cases, Harrison. [13, 330, 161, 439]
provincial-paragraph: At the present moment the majority [811, 1699, 942, 1709]
table-cell: 8.0 p.m. [124, 89, 155, 99]
passenger-heading: PASSENGER LIST. [48, 224, 126, 234]
table-row [13, 89, 161, 100]
news-paragraph: The Nelson papers published the following as Mr Warden Dutton's report on the Brunner Mine for the past month:—This has been a busy month at the mine, as the entire stoppage of the Westland Mine just at the time when there was an increased demand for coal for shipment has helped much to employ. I have received £477 1s. for coals, &c., during the month, the expenses amounting to only £84 14s. 9d., which gives an apparent profit for the month of £392 2s 2d., but a full week's wages have yet to be deducted, so pay day is only once a fortnight. There will still, however, be a considerable profit. This exceptional demand is consequent on the arrival of a number of vessels from Melbourne. The works at the mine are going on well, and if anything like the present demand for coal continues, the next two months will show a large profit. [487, 1066, 635, 1318]
news-paragraph: The s.s. Murray is now commanded by Capt. M'Gillivray, who was formerly chief officer of the steamer John Penn. He is succeeded in the John Penn by Mr Dillon, who formerly commanded the steamer Nelson. [13, 597, 161, 662]
table-row [13, 1937, 161, 1948]
section-title-shipping: SHIPPING INTELLIGENCE. [32, 37, 142, 47]
news-paragraph: The Greymouth Races on the 17th March are, from all accounts, likely to be attended by larger numbers than all the other towns on the coast and elsewhere. Several owners of horses in this district have commenced giving their nags daily exercise on the beach with the object of obtaining some of our northern neighbours' handsome prizes. Most likely pleasure trips at reduced fares will be announced for the occasion, by one or two of the steamers. [487, 701, 635, 832]
news-paragraph: The Nelson Mail states that Mr James Bentley, one of the members for Westport in the Nelson Provincial Council, has resigned his seat, and that a writ has been issued for the election of a member in his stead. [487, 334, 635, 399]
editorial-paragraph: So far as enquiry has been made, there exists ample ground for saying that, unless the interests of the goldfields of Nelson are to be sacrificed, a radical change in the administration of affairs must at once take place. And we have reason for believing that had the movement for Separation been persevered in from the beginning instead of having been causelessly abandoned, concessions of a important nature would have been made. [171, 694, 319, 836]
news-paragraph: The Bank of New Zealand exported yesterday 1257oz. 8dwts. 8grs. of gold per Murray to Hokitika. [487, 468, 635, 500]
tel-departures-heading: DEPARTURES. [56, 1348, 118, 1358]
column-7 [954, 34, 1104, 1621]
married-heading: MARRIED. [222, 84, 268, 94]
birth-heading: BIRTH. [229, 36, 261, 46]
